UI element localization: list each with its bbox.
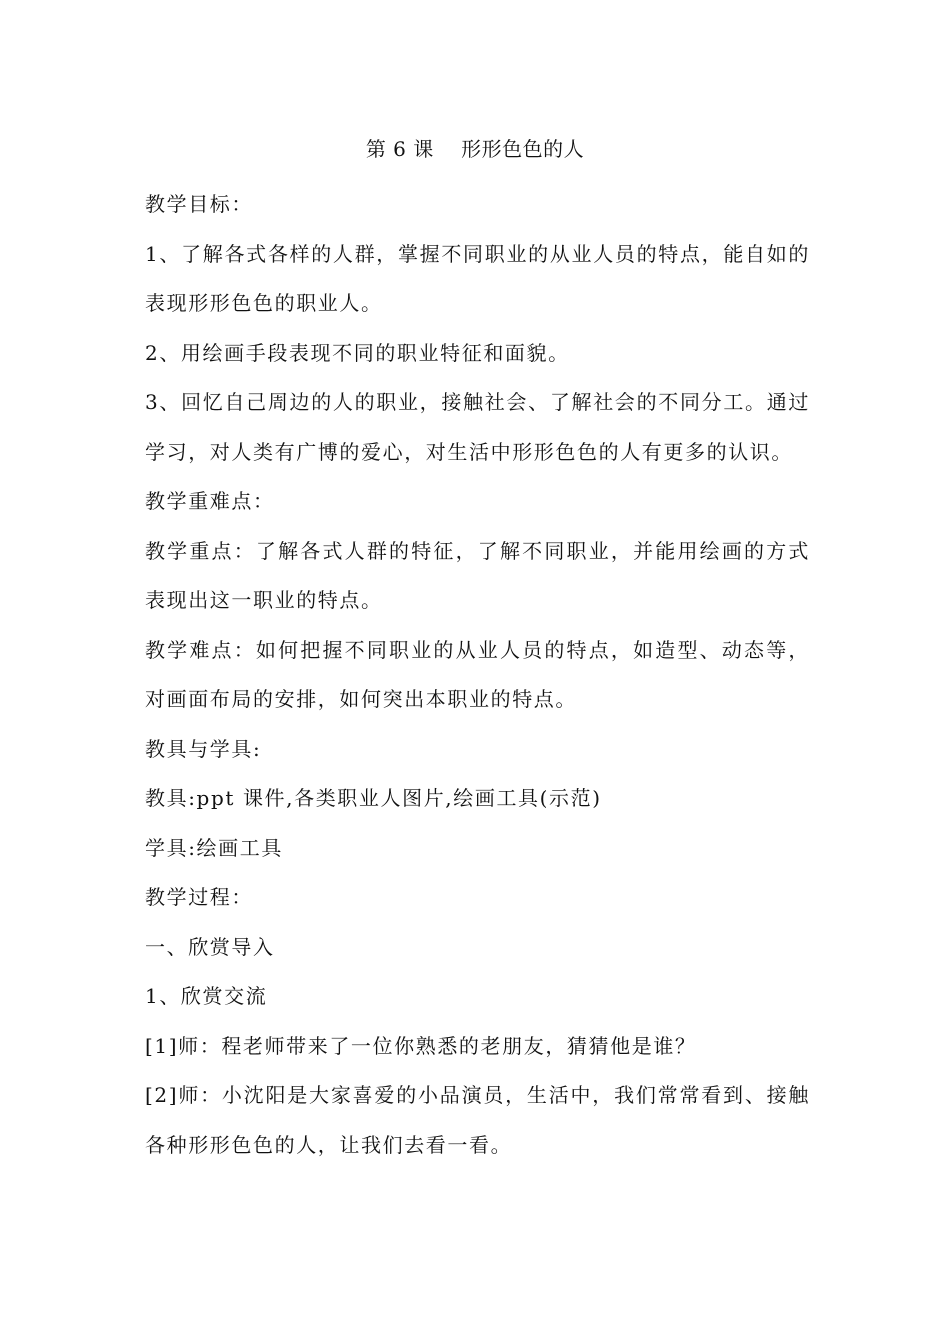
key-point: 教学重点：了解各式人群的特征，了解不同职业，并能用绘画的方式表现出这一职业的特点。 (145, 538, 810, 612)
heading-teaching-objectives: 教学目标： (145, 192, 253, 216)
document-body (145, 180, 810, 1170)
subsection-appreciation-exchange: 1、欣赏交流 (145, 984, 268, 1008)
objective-2: 2、用绘画手段表现不同的职业特征和面貌。 (145, 340, 570, 365)
objective-1: 1、了解各式各样的人群，掌握不同职业的从业人员的特点，能自如的表现形形色色的职业人。 (145, 241, 810, 315)
lesson-title: 第 6 课 形形色色的人 (365, 137, 585, 161)
heading-key-difficult-points: 教学重难点： (145, 489, 275, 513)
difficult-point: 教学难点：如何把握不同职业的从业人员的特点，如造型、动态等，对画面布局的安排，如何突出本职业的特点。 (145, 637, 810, 711)
heading-teaching-aids: 教具与学具: (145, 736, 262, 761)
teacher-aids: 教具:ppt 课件,各类职业人图片,绘画工具(示范) (145, 786, 602, 810)
objective-3: 3、回忆自己周边的人的职业，接触社会、了解社会的不同分工。通过学习，对人类有广博的爱心，对生活中形形色色的人有更多的认识。 (145, 390, 810, 464)
dialogue-2: [2]师：小沈阳是大家喜爱的小品演员，生活中，我们常常看到、接触各种形形色色的人，让我们去看一看。 (145, 1083, 810, 1157)
heading-teaching-process: 教学过程： (145, 885, 253, 909)
dialogue-1: [1]师：程老师带来了一位你熟悉的老朋友，猜猜他是谁？ (145, 1033, 697, 1058)
student-aids: 学具:绘画工具 (145, 835, 283, 860)
section-appreciation-intro: 一、欣赏导入 (145, 934, 275, 959)
